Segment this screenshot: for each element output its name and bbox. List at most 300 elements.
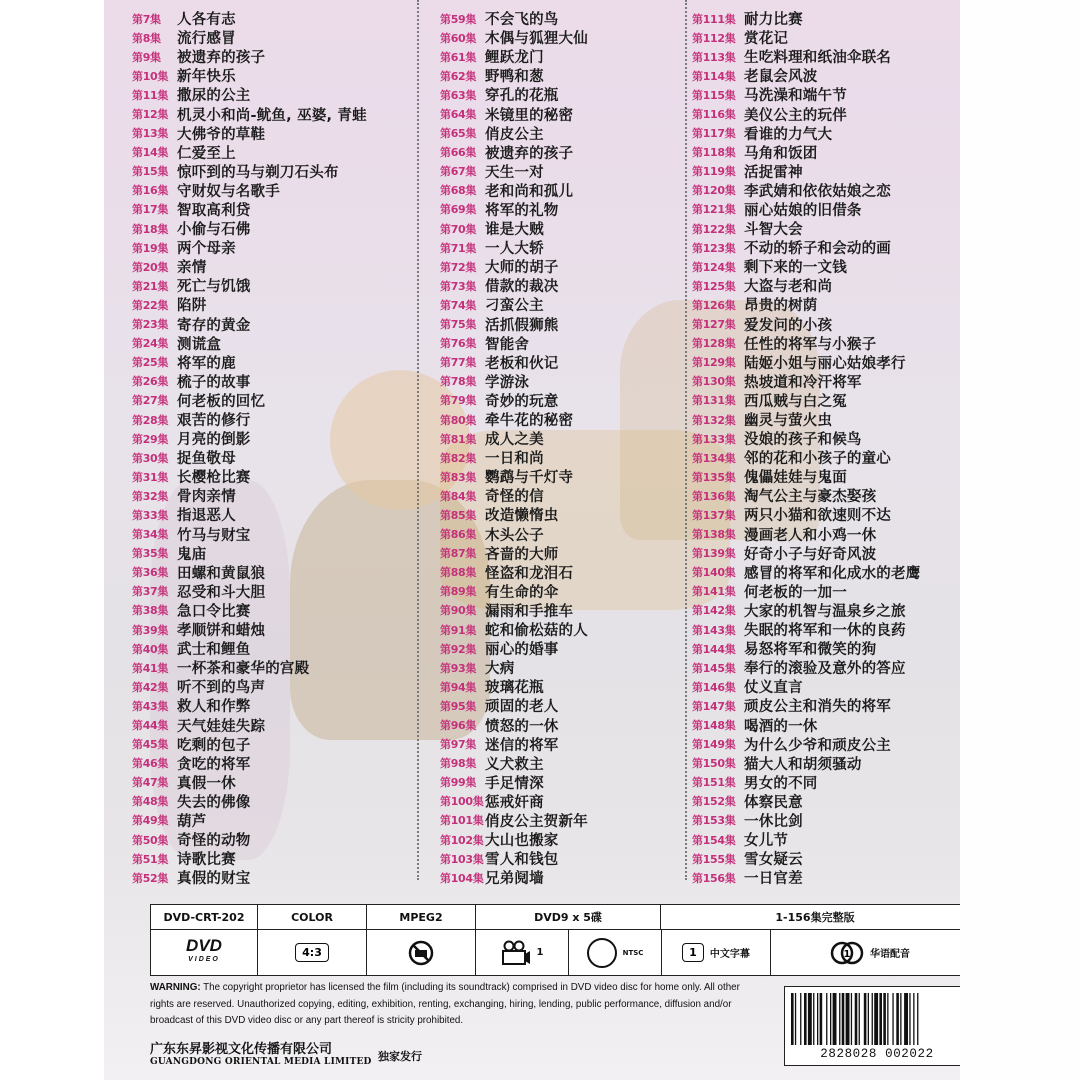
episode-number: 第28集 xyxy=(132,413,169,427)
copyright-warning xyxy=(150,980,750,1030)
episode-row xyxy=(132,104,367,123)
episode-number: 第111集 xyxy=(692,12,736,26)
episode-number: 第117集 xyxy=(692,127,736,141)
episode-row xyxy=(440,257,588,276)
barcode-bar xyxy=(868,993,869,1045)
episode-number: 第136集 xyxy=(692,489,736,503)
episode-row xyxy=(132,181,367,200)
barcode-bar xyxy=(900,993,901,1045)
episode-row xyxy=(440,792,588,811)
episode-number: 第91集 xyxy=(440,623,477,637)
episode-row xyxy=(692,448,920,467)
barcode-bar xyxy=(842,993,845,1045)
episode-title: 迷信的将军 xyxy=(485,737,559,754)
episode-title: 俏皮公主贺新年 xyxy=(485,813,588,830)
episode-title: 漫画老人和小鸡一休 xyxy=(744,527,877,544)
episode-number: 第17集 xyxy=(132,203,169,217)
episode-row xyxy=(692,334,920,353)
episode-title: 大盗与老和尚 xyxy=(744,279,833,296)
episode-row xyxy=(692,162,920,181)
episode-row xyxy=(440,639,588,658)
episode-row xyxy=(132,353,367,372)
episode-number: 第120集 xyxy=(692,184,736,198)
episode-number: 第48集 xyxy=(132,795,169,809)
episode-title: 奇妙的玩意 xyxy=(485,393,559,410)
episode-row xyxy=(440,696,588,715)
episode-row xyxy=(132,830,367,849)
episode-title: 机灵小和尚-鱿鱼, 巫婆, 青蛙 xyxy=(177,107,367,124)
barcode xyxy=(784,986,970,1066)
episode-title: 救人和作弊 xyxy=(177,699,251,716)
episode-row xyxy=(132,9,367,28)
episode-title: 仁爱至上 xyxy=(177,145,236,162)
barcode-bar xyxy=(896,993,899,1045)
episode-row xyxy=(692,372,920,391)
episode-row xyxy=(440,47,588,66)
episode-title: 邻的花和小孩子的童心 xyxy=(744,451,891,468)
episode-row xyxy=(440,467,588,486)
episode-row xyxy=(692,658,920,677)
episode-title: 喝酒的一休 xyxy=(744,718,818,735)
episode-row xyxy=(692,830,920,849)
episode-number: 第8集 xyxy=(132,31,161,45)
episode-title: 鲤跃龙门 xyxy=(485,50,544,67)
episode-number: 第14集 xyxy=(132,146,169,160)
episode-row xyxy=(132,601,367,620)
episode-title: 智取高利贷 xyxy=(177,202,251,219)
episode-row xyxy=(132,28,367,47)
episode-title: 葫芦 xyxy=(177,813,207,830)
episode-number: 第122集 xyxy=(692,222,736,236)
episode-row xyxy=(440,582,588,601)
episode-title: 幽灵与萤火虫 xyxy=(744,413,833,430)
region-code: 1 xyxy=(536,947,544,958)
subtitle-count: 1 xyxy=(682,943,704,962)
episode-number: 第127集 xyxy=(692,318,736,332)
episode-row xyxy=(440,410,588,429)
episode-number: 第129集 xyxy=(692,356,736,370)
episode-number: 第31集 xyxy=(132,470,169,484)
episode-number: 第97集 xyxy=(440,738,477,752)
episode-title: 陆姬小姐与丽心姑娘孝行 xyxy=(744,355,906,372)
episode-number: 第29集 xyxy=(132,432,169,446)
episode-row xyxy=(440,773,588,792)
episode-title: 顽固的老人 xyxy=(485,699,559,716)
episode-title: 忍受和斗大胆 xyxy=(177,584,266,601)
episode-title: 顽皮公主和消失的将军 xyxy=(744,699,891,716)
episode-number: 第78集 xyxy=(440,375,477,389)
episode-row xyxy=(132,620,367,639)
episode-number: 第95集 xyxy=(440,699,477,713)
episode-number: 第86集 xyxy=(440,528,477,542)
episode-number: 第27集 xyxy=(132,394,169,408)
episode-title: 天气娃娃失踪 xyxy=(177,718,266,735)
episode-number: 第83集 xyxy=(440,470,477,484)
episode-row xyxy=(440,754,588,773)
episode-number: 第146集 xyxy=(692,680,736,694)
episode-number: 第16集 xyxy=(132,184,169,198)
episode-title: 老板和伙记 xyxy=(485,355,559,372)
episode-number: 第22集 xyxy=(132,298,169,312)
episode-number: 第39集 xyxy=(132,623,169,637)
episode-title: 骨肉亲情 xyxy=(177,489,236,506)
catalog-number: DVD-CRT-202 xyxy=(151,905,258,929)
episode-title: 亲情 xyxy=(177,260,207,277)
episode-number: 第51集 xyxy=(132,852,169,866)
aspect-ratio-text: 4:3 xyxy=(295,943,329,962)
episode-number: 第142集 xyxy=(692,604,736,618)
episode-title: 牵牛花的秘密 xyxy=(485,413,574,430)
episode-row xyxy=(692,601,920,620)
episode-title: 智能舍 xyxy=(485,336,530,353)
episode-number: 第60集 xyxy=(440,31,477,45)
publisher-name-en: GUANGDONG ORIENTAL MEDIA LIMITED xyxy=(150,1057,372,1067)
no-copy-symbol-icon xyxy=(407,939,435,967)
episode-row xyxy=(132,448,367,467)
page-margin-left xyxy=(0,0,104,1080)
episode-number: 第132集 xyxy=(692,413,736,427)
episode-title: 西瓜贼与白之冤 xyxy=(744,393,847,410)
barcode-bar xyxy=(855,993,858,1045)
episode-title: 大家的机智与温泉乡之旅 xyxy=(744,603,906,620)
episode-row xyxy=(440,849,588,868)
episode-row xyxy=(132,792,367,811)
episode-row xyxy=(132,563,367,582)
episode-row xyxy=(132,200,367,219)
episode-number: 第144集 xyxy=(692,642,736,656)
episode-title: 奇怪的信 xyxy=(485,489,544,506)
episode-number: 第24集 xyxy=(132,337,169,351)
episode-row xyxy=(440,563,588,582)
episode-row xyxy=(692,715,920,734)
episode-number: 第150集 xyxy=(692,757,736,771)
barcode-bar xyxy=(830,993,831,1045)
episode-title: 寄存的黄金 xyxy=(177,317,251,334)
episode-number: 第96集 xyxy=(440,719,477,733)
barcode-bar xyxy=(791,993,794,1045)
episode-row xyxy=(132,410,367,429)
episode-title: 成人之美 xyxy=(485,432,544,449)
episode-number: 第119集 xyxy=(692,165,736,179)
episode-row xyxy=(692,238,920,257)
episode-number: 第73集 xyxy=(440,279,477,293)
episode-number: 第140集 xyxy=(692,566,736,580)
episode-row xyxy=(132,66,367,85)
barcode-bar xyxy=(851,993,852,1045)
episode-number: 第68集 xyxy=(440,184,477,198)
episode-number: 第121集 xyxy=(692,203,736,217)
episode-title: 两个母亲 xyxy=(177,241,236,258)
episode-title: 马洗澡和端午节 xyxy=(744,88,847,105)
episode-title: 撒尿的公主 xyxy=(177,88,251,105)
episode-row xyxy=(132,47,367,66)
episode-title: 真假的财宝 xyxy=(177,871,251,888)
episode-row xyxy=(132,639,367,658)
episode-number: 第154集 xyxy=(692,833,736,847)
episode-title: 义犬救主 xyxy=(485,756,544,773)
episode-number: 第11集 xyxy=(132,88,169,102)
episode-number: 第20集 xyxy=(132,260,169,274)
barcode-bar xyxy=(879,993,882,1045)
episode-row xyxy=(132,658,367,677)
episode-number: 第71集 xyxy=(440,241,477,255)
episode-number: 第101集 xyxy=(440,814,484,828)
episode-row xyxy=(132,334,367,353)
episode-row xyxy=(132,295,367,314)
episode-number: 第38集 xyxy=(132,604,169,618)
episode-row xyxy=(440,601,588,620)
episode-title: 愤怒的一休 xyxy=(485,718,559,735)
barcode-bar xyxy=(820,993,823,1045)
episode-row xyxy=(132,124,367,143)
episode-number: 第139集 xyxy=(692,547,736,561)
episode-row xyxy=(132,315,367,334)
episode-title: 一日官差 xyxy=(744,871,803,888)
episode-title: 不动的轿子和会动的画 xyxy=(744,241,891,258)
episode-title: 何老板的回忆 xyxy=(177,393,266,410)
episode-title: 失去的佛像 xyxy=(177,794,251,811)
episode-title: 被遗弃的孩子 xyxy=(177,50,266,67)
episode-number: 第64集 xyxy=(440,108,477,122)
episode-title: 大病 xyxy=(485,661,515,678)
episode-row xyxy=(132,486,367,505)
episode-title: 指退恶人 xyxy=(177,508,236,525)
episode-title: 任性的将军与小猴子 xyxy=(744,336,877,353)
episode-title: 美仪公主的玩伴 xyxy=(744,107,847,124)
episode-row xyxy=(440,85,588,104)
episode-row xyxy=(692,735,920,754)
episode-number: 第52集 xyxy=(132,871,169,885)
episode-title: 热坡道和冷汗将军 xyxy=(744,374,862,391)
subtitle-badge xyxy=(662,930,771,975)
episode-title: 借款的裁决 xyxy=(485,279,559,296)
episode-row xyxy=(440,200,588,219)
episode-title: 谁是大贼 xyxy=(485,222,544,239)
episode-title: 漏雨和手推车 xyxy=(485,603,574,620)
episode-number: 第94集 xyxy=(440,680,477,694)
episode-row xyxy=(692,143,920,162)
barcode-bar xyxy=(795,993,796,1045)
episode-title: 淘气公主与豪杰娶孩 xyxy=(744,489,877,506)
episode-row xyxy=(132,696,367,715)
episode-row xyxy=(440,525,588,544)
episode-row xyxy=(692,181,920,200)
episode-row xyxy=(440,505,588,524)
page-margin-right xyxy=(960,0,1080,1080)
episode-row xyxy=(692,563,920,582)
episode-title: 活抓假狮熊 xyxy=(485,317,559,334)
episode-title: 穿孔的花瓶 xyxy=(485,88,559,105)
audio-track-icon xyxy=(830,939,864,967)
episode-number: 第87集 xyxy=(440,547,477,561)
publisher-block xyxy=(150,1038,372,1067)
episode-number: 第149集 xyxy=(692,738,736,752)
episode-row xyxy=(692,486,920,505)
barcode-bar xyxy=(872,993,873,1045)
episode-row xyxy=(692,639,920,658)
episode-title: 斗智大会 xyxy=(744,222,803,239)
episode-number: 第124集 xyxy=(692,260,736,274)
episode-title: 赏花记 xyxy=(744,31,789,48)
episode-number: 第41集 xyxy=(132,661,169,675)
episode-number: 第114集 xyxy=(692,69,736,83)
episode-row xyxy=(692,811,920,830)
episode-title: 流行感冒 xyxy=(177,31,236,48)
episode-number: 第47集 xyxy=(132,776,169,790)
ntsc-badge xyxy=(569,930,662,975)
episode-number: 第72集 xyxy=(440,260,477,274)
episode-row xyxy=(692,47,920,66)
episode-number: 第125集 xyxy=(692,279,736,293)
dvd-video-logo xyxy=(151,930,258,975)
episode-title: 怪盗和龙泪石 xyxy=(485,565,574,582)
episode-number: 第89集 xyxy=(440,585,477,599)
episode-row xyxy=(692,505,920,524)
episode-number: 第156集 xyxy=(692,871,736,885)
episode-number: 第35集 xyxy=(132,547,169,561)
episode-title: 学游泳 xyxy=(485,374,530,391)
episode-number: 第43集 xyxy=(132,699,169,713)
episode-title: 李武婧和依依姑娘之恋 xyxy=(744,183,891,200)
episode-row xyxy=(692,410,920,429)
episode-number: 第26集 xyxy=(132,375,169,389)
episode-title: 艰苦的修行 xyxy=(177,413,251,430)
barcode-bar xyxy=(859,993,860,1045)
episode-title: 雪人和钱包 xyxy=(485,852,559,869)
episode-number: 第131集 xyxy=(692,394,736,408)
episode-row xyxy=(132,735,367,754)
episode-number: 第7集 xyxy=(132,12,161,26)
episode-number: 第151集 xyxy=(692,776,736,790)
barcode-bar xyxy=(839,993,840,1045)
episode-row xyxy=(440,334,588,353)
disc-count: DVD9 x 5碟 xyxy=(476,905,661,929)
episode-row xyxy=(692,315,920,334)
episode-row xyxy=(440,372,588,391)
episode-number: 第102集 xyxy=(440,833,484,847)
no-copy-icon xyxy=(367,930,476,975)
episode-title: 新年快乐 xyxy=(177,69,236,86)
episode-row xyxy=(440,658,588,677)
episode-number: 第42集 xyxy=(132,680,169,694)
episode-number: 第99集 xyxy=(440,776,477,790)
episode-row xyxy=(692,544,920,563)
episode-row xyxy=(440,28,588,47)
episode-number: 第112集 xyxy=(692,31,736,45)
episode-title: 武士和鲤鱼 xyxy=(177,642,251,659)
episode-title: 测谎盒 xyxy=(177,336,222,353)
episode-title: 玻璃花瓶 xyxy=(485,680,544,697)
episode-title: 昂贵的树荫 xyxy=(744,298,818,315)
episode-number: 第81集 xyxy=(440,432,477,446)
episode-row xyxy=(440,391,588,410)
episode-number: 第74集 xyxy=(440,298,477,312)
episode-title: 急口令比赛 xyxy=(177,603,251,620)
episode-number: 第63集 xyxy=(440,88,477,102)
episode-number: 第62集 xyxy=(440,69,477,83)
audio-language: 华语配音 xyxy=(870,949,910,960)
episode-title: 木头公子 xyxy=(485,527,544,544)
episode-number: 第76集 xyxy=(440,337,477,351)
episode-number: 第147集 xyxy=(692,699,736,713)
episode-title: 蛇和偷松菇的人 xyxy=(485,623,588,640)
episode-title: 木偶与狐狸大仙 xyxy=(485,31,588,48)
episode-title: 陷阱 xyxy=(177,298,207,315)
episode-number: 第79集 xyxy=(440,394,477,408)
episode-row xyxy=(440,811,588,830)
episode-title: 听不到的鸟声 xyxy=(177,680,266,697)
episode-row xyxy=(440,735,588,754)
episode-title: 两只小猫和欲速则不达 xyxy=(744,508,891,525)
episode-title: 诗歌比赛 xyxy=(177,852,236,869)
episode-row xyxy=(692,868,920,887)
episode-row xyxy=(132,773,367,792)
episode-title: 何老板的一加一 xyxy=(744,584,847,601)
episode-title: 雪女疑云 xyxy=(744,852,803,869)
episode-row xyxy=(692,219,920,238)
format-label: MPEG2 xyxy=(367,905,476,929)
episode-row xyxy=(132,582,367,601)
episode-title: 田螺和黄鼠狼 xyxy=(177,565,266,582)
episode-title: 真假一休 xyxy=(177,775,236,792)
episode-row xyxy=(440,143,588,162)
barcode-bar xyxy=(817,993,818,1045)
episode-number: 第69集 xyxy=(440,203,477,217)
episode-number: 第61集 xyxy=(440,50,477,64)
aspect-ratio-badge xyxy=(258,930,367,975)
episode-title: 老和尚和孤儿 xyxy=(485,183,574,200)
episode-number: 第90集 xyxy=(440,604,477,618)
episode-title: 丽心的婚事 xyxy=(485,642,559,659)
episode-number: 第36集 xyxy=(132,566,169,580)
episode-row xyxy=(132,715,367,734)
episode-title: 长樱枪比赛 xyxy=(177,470,251,487)
episode-row xyxy=(692,696,920,715)
episode-row xyxy=(440,620,588,639)
episode-title: 小偷与石佛 xyxy=(177,222,251,239)
episode-title: 爱发问的小孩 xyxy=(744,317,833,334)
episode-number: 第75集 xyxy=(440,318,477,332)
subtitle-language: 中文字幕 xyxy=(709,949,750,960)
episode-row xyxy=(132,85,367,104)
episode-row xyxy=(132,505,367,524)
episode-number: 第23集 xyxy=(132,318,169,332)
episode-title: 耐力比赛 xyxy=(744,12,803,29)
episode-number: 第118集 xyxy=(692,146,736,160)
episode-row xyxy=(132,391,367,410)
episode-title: 鬼庙 xyxy=(177,546,207,563)
episode-title: 女儿节 xyxy=(744,833,789,850)
episode-title: 一人大轿 xyxy=(485,241,544,258)
episode-row xyxy=(692,677,920,696)
barcode-bar xyxy=(846,993,850,1045)
warning-label: WARNING: xyxy=(150,982,201,993)
episode-row xyxy=(440,715,588,734)
episode-number: 第13集 xyxy=(132,127,169,141)
episode-title: 兄弟阋墙 xyxy=(485,871,544,888)
barcode-bar xyxy=(864,993,867,1045)
episode-row xyxy=(132,143,367,162)
episode-row xyxy=(132,544,367,563)
episode-title: 奇怪的动物 xyxy=(177,833,251,850)
episode-title: 死亡与饥饿 xyxy=(177,279,251,296)
episode-number: 第44集 xyxy=(132,719,169,733)
episode-row xyxy=(440,66,588,85)
barcode-bar xyxy=(804,993,807,1045)
episode-list-column-2 xyxy=(440,9,588,887)
barcode-number: 2828028 002022 xyxy=(820,1047,934,1061)
episode-title: 捉鱼敬母 xyxy=(177,451,236,468)
